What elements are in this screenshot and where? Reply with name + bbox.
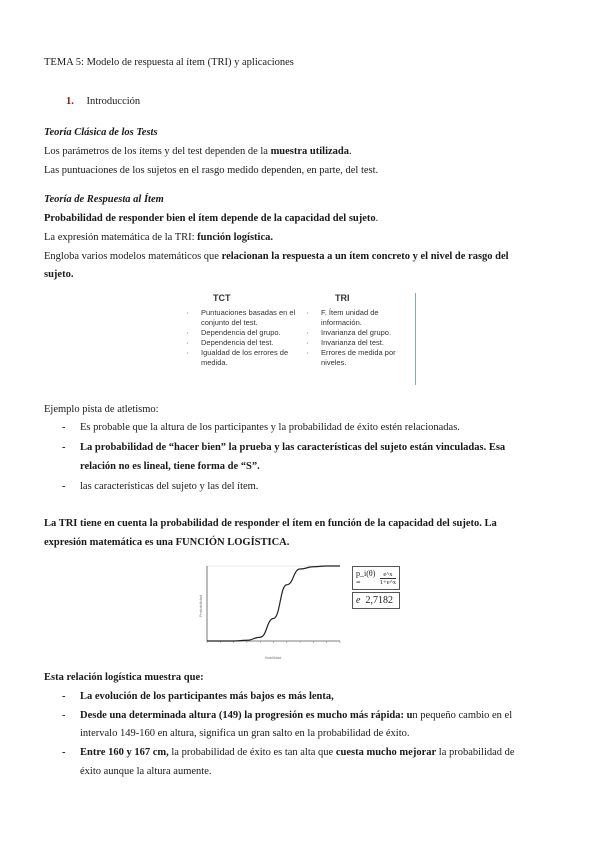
text: Engloba varios modelos matemáticos que: [44, 251, 222, 262]
bullet-dash: -: [62, 747, 66, 758]
tct-item: · Dependencia del grupo.: [183, 328, 298, 338]
text: n pequeño cambio en el: [412, 710, 513, 721]
tri-heading: Teoría de Respuesta al Ítem: [44, 194, 164, 205]
text-bold: Desde una determinada altura (149) la progresión es mucho más rápida: u: [80, 710, 413, 721]
tri-column: [303, 293, 418, 368]
tct-heading: Teoría Clásica de los Tests: [44, 127, 158, 138]
text-bold: función logística.: [197, 232, 274, 243]
relation-bullet-3-cont: éxito aunque la altura aumente.: [80, 766, 212, 777]
relation-bullet-2: [80, 709, 512, 723]
example-bullet-2: La probabilidad de “hacer bien” la prueba y las características del sujeto están vinculadas. Esa: [80, 442, 506, 453]
tct-item: · Igualdad de los errores de medida.: [183, 348, 298, 368]
summary-line-1: La TRI tiene en cuenta la probabilidad de responder el ítem en función de la capacidad del sujeto. La: [44, 518, 497, 529]
text-bold: Probabilidad de responder bien el ítem depende de la capacidad del sujeto: [44, 213, 376, 224]
constant-symbol: e: [356, 595, 361, 606]
text-bold: muestra utilizada: [270, 146, 350, 157]
formula-denominator: 1+e^x: [379, 578, 396, 586]
tri-paragraph-2: [44, 231, 273, 245]
tct-column: [183, 293, 298, 368]
relation-bullet-1: La evolución de los participantes más bajos es más lenta,: [80, 691, 334, 702]
table-divider: [415, 293, 416, 385]
example-bullet-1: Es probable que la altura de los participantes y la probabilidad de éxito estén relacionadas.: [80, 422, 460, 433]
example-intro: Ejemplo pista de atletismo:: [44, 404, 159, 415]
x-axis-label: Habilidad: [264, 655, 282, 660]
bullet-dash: -: [62, 422, 66, 433]
formula-panel: [352, 566, 400, 609]
constant-box: [352, 592, 400, 609]
tct-paragraph-2: Las puntuaciones de los sujetos en el rasgo medido dependen, en parte, del test.: [44, 165, 379, 176]
relation-intro: Esta relación logística muestra que:: [44, 672, 204, 683]
tri-item: · F. Ítem unidad de información.: [303, 308, 418, 328]
logistic-chart: [195, 558, 345, 663]
tri-paragraph-1: [44, 212, 378, 226]
tri-paragraph-3: [44, 250, 509, 264]
tri-item: · Invarianza del test.: [303, 338, 418, 348]
tct-paragraph-1: [44, 145, 352, 159]
section-number: 1.: [66, 96, 74, 107]
text-bold: cuesta mucho mejorar: [335, 747, 437, 758]
tct-item: · Puntuaciones basadas en el conjunto del test.: [183, 308, 298, 328]
example-bullet-2-cont: relación no es lineal, tiene forma de “S”.: [80, 461, 260, 472]
tri-item: · Invarianza del grupo.: [303, 328, 418, 338]
comparison-table: [183, 293, 417, 385]
text: la probabilidad de: [436, 747, 515, 758]
tri-paragraph-3-cont: sujeto.: [44, 269, 74, 280]
relation-bullet-2-cont: intervalo 149-160 en altura, significa un gran salto en la probabilidad de éxito.: [80, 728, 410, 739]
summary-line-2: expresión matemática es una FUNCIÓN LOGÍSTICA.: [44, 537, 290, 548]
document-header: TEMA 5: Modelo de respuesta al ítem (TRI) y aplicaciones: [44, 57, 294, 68]
bullet-dash: -: [62, 481, 66, 492]
tri-column-header: TRI: [335, 293, 350, 303]
bullet-dash: -: [62, 710, 66, 721]
formula-lhs: p_i(θ) =: [356, 569, 376, 587]
relation-bullet-3: [80, 746, 515, 760]
tct-column-header: TCT: [213, 293, 231, 303]
constant-value: 2,7182: [365, 595, 393, 606]
formula-fraction: [380, 571, 396, 586]
text: La expresión matemática de la TRI:: [44, 232, 198, 243]
section-heading: [66, 95, 140, 109]
example-bullet-3: las características del sujeto y las del ítem.: [80, 481, 259, 492]
tri-item: · Errores de medida por niveles.: [303, 348, 418, 368]
section-title: Introducción: [86, 96, 141, 107]
bullet-dash: -: [62, 691, 66, 702]
text: .: [375, 213, 379, 224]
formula-numerator: e^x: [383, 570, 393, 578]
logistic-curve: [207, 566, 340, 641]
text: Los parámetros de los ítems y del test dependen de la: [44, 146, 271, 157]
bullet-dash: -: [62, 442, 66, 453]
text: la probabilidad de éxito es tan alta que: [168, 747, 336, 758]
text-bold: relacionan la respuesta a un ítem concreto y el nivel de rasgo del: [221, 251, 509, 262]
formula-box: [352, 566, 400, 590]
text-bold: Entre 160 y 167 cm,: [80, 747, 169, 758]
y-axis-label: Probabilidad: [198, 594, 203, 618]
text: .: [349, 146, 352, 157]
tct-item: · Dependencia del test.: [183, 338, 298, 348]
